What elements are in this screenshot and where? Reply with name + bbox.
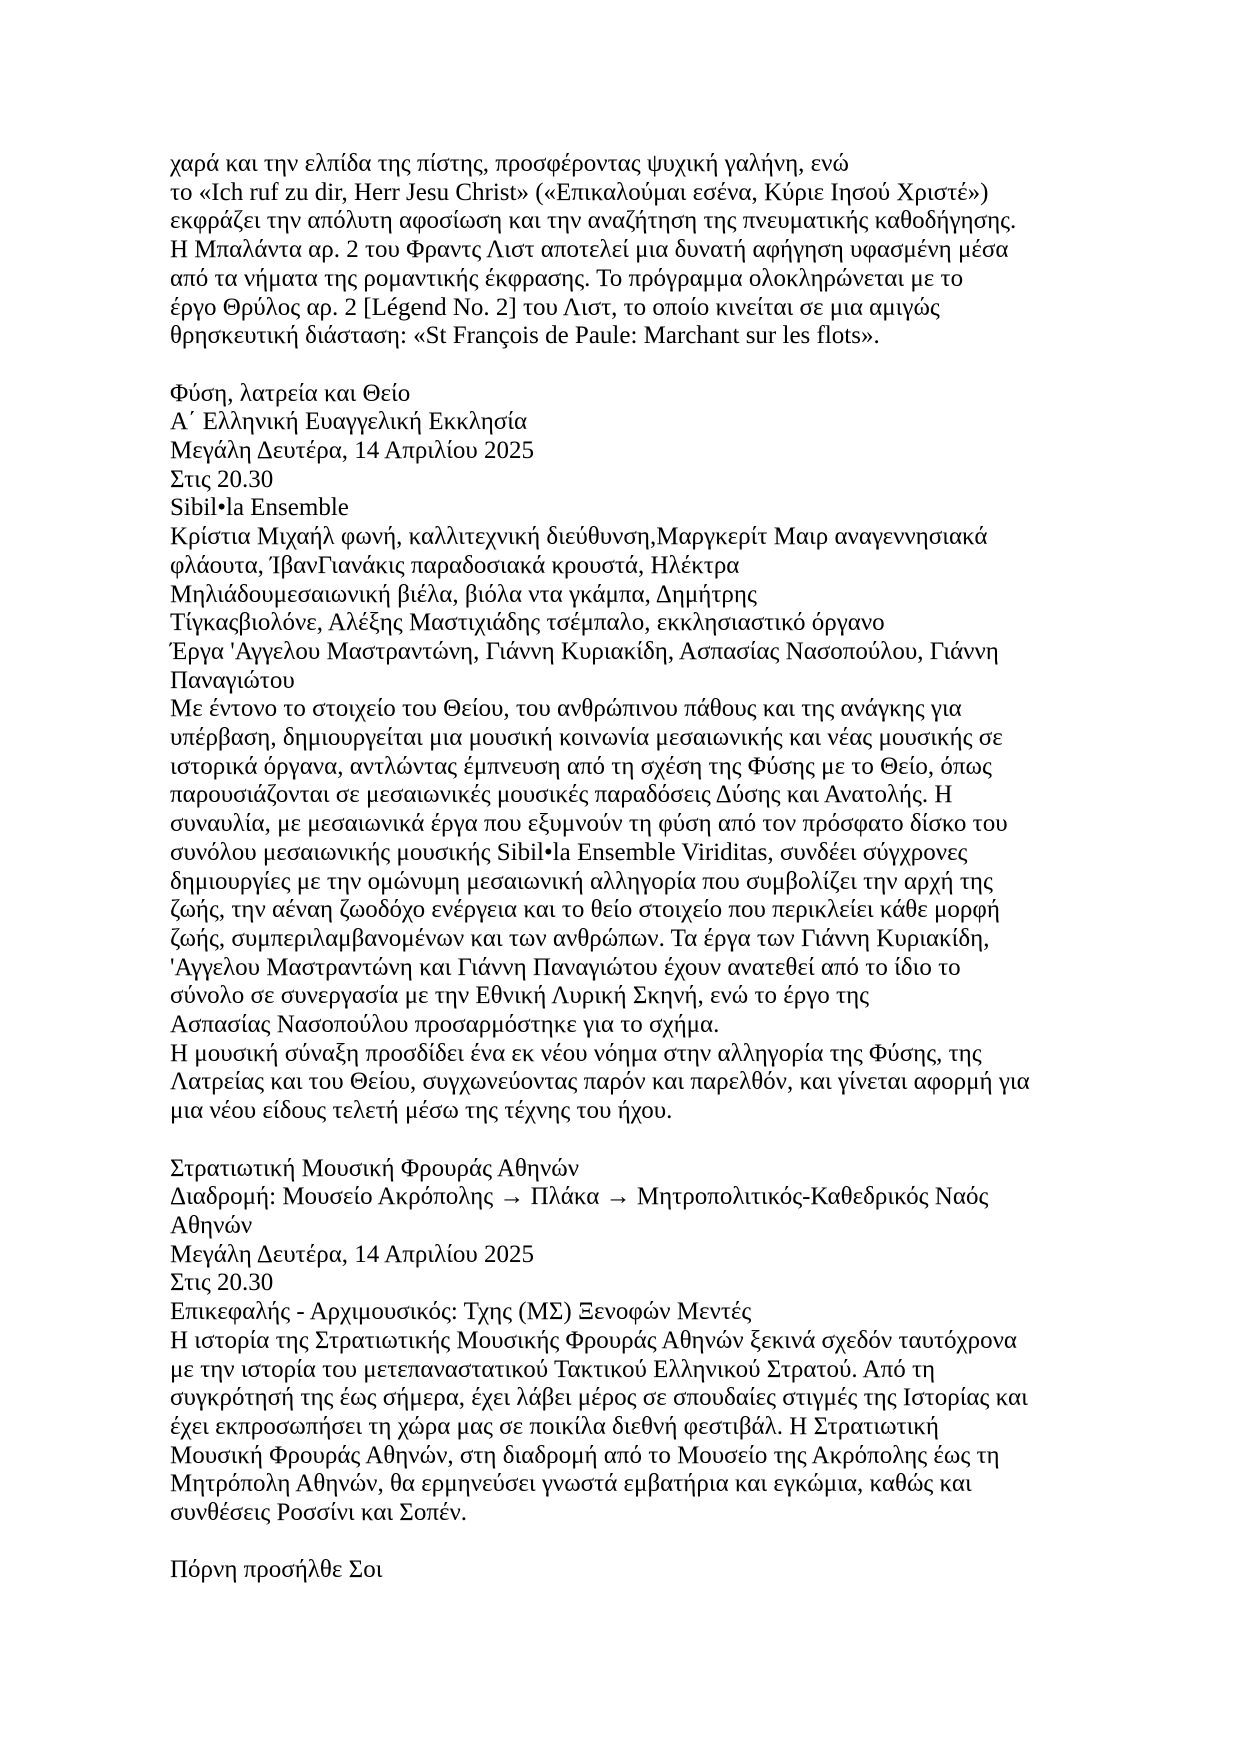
text-line: έχει εκπροσωπήσει τη χώρα μας σε ποικίλα διεθνή φεστιβάλ. Η Στρατιωτική [170,1412,939,1440]
text-line: Sibil•la Ensemble [170,494,349,522]
text-line: Ασπασίας Νασοπούλου προσαρμόστηκε για το σχήμα. [170,1011,720,1039]
text-line: συνθέσεις Ροσσίνι και Σοπέν. [170,1499,468,1527]
text-line: Αθηνών [170,1211,253,1239]
text-line: παρουσιάζονται σε μεσαιωνικές μουσικές παραδόσεις Δύσης και Ανατολής. Η [170,781,953,809]
text-line: Φύση, λατρεία και Θείο [170,379,411,407]
text-line: από τα νήματα της ρομαντικής έκφρασης. Το πρόγραμμα ολοκληρώνεται με το [170,264,964,292]
text-line: Μητρόπολη Αθηνών, θα ερμηνεύσει γνωστά εμβατήρια και εγκώμια, καθώς και [170,1470,972,1498]
event-nature-worship-divine [170,380,1180,1126]
text-line: Μεγάλη Δευτέρα, 14 Απριλίου 2025 [170,437,535,465]
text-line: με την ιστορία του μετεπαναστατικού Τακτικού Ελληνικού Στρατού. Από τη [170,1355,936,1383]
text-line: Πόρνη προσήλθε Σοι [170,1556,383,1584]
text-line: Τίγκαςβιολόνε, Αλέξης Μαστιχιάδης τσέμπαλο, εκκλησιαστικό όργανο [170,609,885,637]
text-line: Στις 20.30 [170,1269,274,1297]
text-line: σύνολο σε συνεργασία με την Εθνική Λυρική Σκηνή, ενώ το έργο της [170,982,870,1010]
text-line: Η ιστορία της Στρατιωτικής Μουσικής Φρουράς Αθηνών ξεκινά σχεδόν ταυτόχρονα [170,1326,1017,1354]
text-line: ζωής, συμπεριλαμβανομένων και των ανθρώπων. Τα έργα των Γιάννη Κυριακίδη, [170,924,990,952]
text-line: συγκρότησή της έως σήμερα, έχει λάβει μέρος σε σπουδαίες στιγμές της Ιστορίας και [170,1384,1028,1412]
text-line: ζωής, την αέναη ζωοδόχο ενέργεια και το θείο στοιχείο που περικλείει κάθε μορφή [170,896,1000,924]
event-military-band [170,1155,1180,1528]
text-line: Μεγάλη Δευτέρα, 14 Απριλίου 2025 [170,1240,535,1268]
text-line: Α΄ Ελληνική Ευαγγελική Εκκλησία [170,408,528,436]
program-notes-continuation [170,150,1180,351]
text-line: Λατρείας και του Θείου, συγχωνεύοντας παρόν και παρελθόν, και γίνεται αφορμή για [170,1068,1030,1096]
text-line: συναυλία, με μεσαιωνικά έργα που εξυμνούν τη φύση από τον πρόσφατο δίσκο του [170,810,1008,838]
text-line: το «Ich ruf zu dir, Herr Jesu Christ» («Επικαλούμαι εσένα, Κύριε Ιησού Χριστέ») [170,178,989,206]
text-line: Στις 20.30 [170,465,274,493]
document-body [170,150,1180,1585]
text-line: εκφράζει την απόλυτη αφοσίωση και την αναζήτηση της πνευματικής καθοδήγησης. [170,207,1017,235]
text-line: Διαδρομή: Μουσείο Ακρόπολης → Πλάκα → Μητροπολιτικός-Καθεδρικός Ναός [170,1183,989,1211]
text-line: Στρατιωτική Μουσική Φρουράς Αθηνών [170,1154,580,1182]
text-line: δημιουργίες με την ομώνυμη μεσαιωνική αλληγορία που συμβολίζει την αρχή της [170,867,993,895]
text-line: Με έντονο το στοιχείο του Θείου, του ανθρώπινου πάθους και της ανάγκης για [170,695,962,723]
text-line: θρησκευτική διάσταση: «St François de Paule: Marchant sur les flots». [170,322,880,350]
text-line: υπέρβαση, δημιουργείται μια μουσική κοινωνία μεσαιωνικής και νέας μουσικής σε [170,724,1003,752]
text-line: μια νέου είδους τελετή μέσω της τέχνης του ήχου. [170,1097,673,1125]
text-line: έργο Θρύλος αρ. 2 [Légend No. 2] του Λιστ, το οποίο κινείται σε μια αμιγώς [170,293,940,321]
text-line: Μουσική Φρουράς Αθηνών, στη διαδρομή από το Μουσείο της Ακρόπολης έως τη [170,1441,1000,1469]
text-line: Επικεφαλής - Αρχιμουσικός: Τχης (ΜΣ) Ξενοφών Μεντές [170,1298,752,1326]
text-line: φλάουτα, ΊβανΓιανάκις παραδοσιακά κρουστά, Ηλέκτρα [170,551,740,579]
event-title-porni-prosilthe-soi [170,1556,1180,1585]
text-line: Η μουσική σύναξη προσδίδει ένα εκ νέου νόημα στην αλληγορία της Φύσης, της [170,1039,982,1067]
text-line: 'Αγγελου Μαστραντώνη και Γιάννη Παναγιώτου έχουν ανατεθεί από το ίδιο το [170,953,961,981]
text-line: χαρά και την ελπίδα της πίστης, προσφέροντας ψυχική γαλήνη, ενώ [170,150,849,177]
text-line: Κρίστια Μιχαήλ φωνή, καλλιτεχνική διεύθυνση,Μαργκερίτ Μαιρ αναγεννησιακά [170,523,988,551]
text-line: ιστορικά όργανα, αντλώντας έμπνευση από τη σχέση της Φύσης με το Θείο, όπως [170,752,992,780]
text-line: Μηλιάδουμεσαιωνική βιέλα, βιόλα ντα γκάμπα, Δημήτρης [170,580,757,608]
text-line: Η Μπαλάντα αρ. 2 του Φραντς Λιστ αποτελεί μια δυνατή αφήγηση υφασμένη μέσα [170,236,1009,264]
text-line: Παναγιώτου [170,666,295,694]
text-line: συνόλου μεσαιωνικής μουσικής Sibil•la Ensemble Viriditas, συνδέει σύγχρονες [170,838,968,866]
text-line: Έργα 'Αγγελου Μαστραντώνη, Γιάννη Κυριακίδη, Ασπασίας Νασοπούλου, Γιάννη [170,637,999,665]
